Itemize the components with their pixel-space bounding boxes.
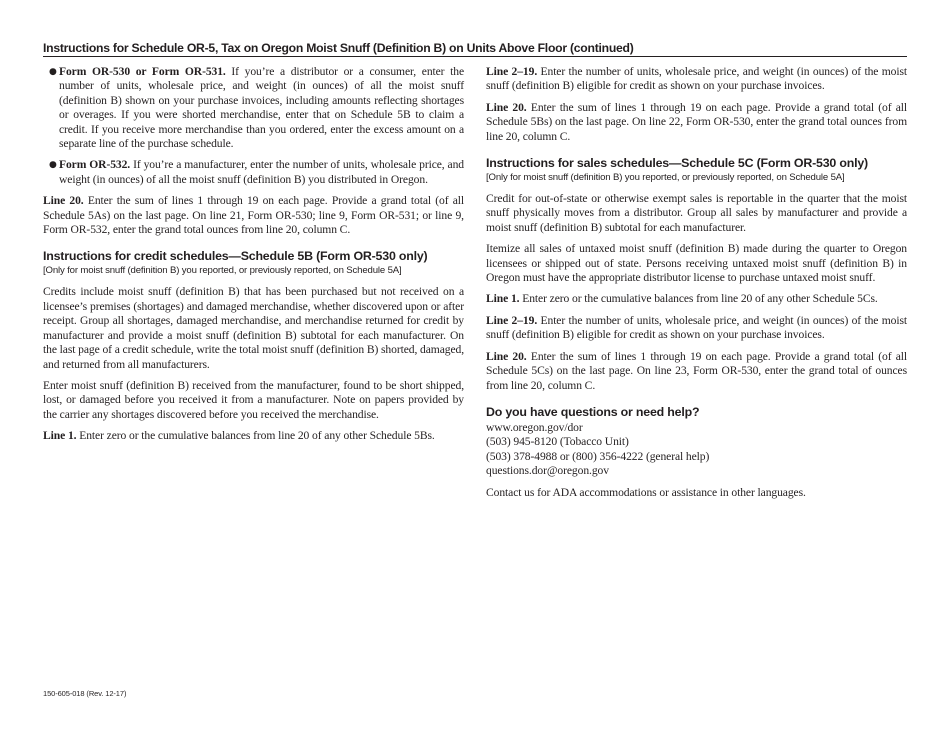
ada-note: Contact us for ADA accommodations or assistance in other languages. (486, 485, 806, 499)
bullet-text: If you’re a distributor or a consumer, enter the number of units, wholesale price, and weight (in ounces) of all the moist snuff (definition B) shown on your purchase invoices, including amounts reflecting shortages or overages. If you were shorted merchandise, enter that on Schedule 5B to claim a credit. If you receive more merchandise than you ordered, enter the excess amount on a separate line of the purchase schedule. (59, 65, 464, 151)
bullet-label: Form OR-530 or Form OR-531. (59, 65, 226, 78)
general-help-phone: (503) 378-4988 or (800) 356-4222 (general help) (486, 449, 710, 463)
sales-paragraph: Itemize all sales of untaxed moist snuff (definition B) made during the quarter to Oregon licensees or shipped out of state. Persons receiving untaxed moist snuff (definition B) in Oregon must have the appropriate distributor license to purchase untaxed moist snuff. (486, 242, 907, 285)
line-20-instruction (43, 194, 464, 237)
line-20-instruction (486, 101, 907, 144)
line-label: Line 2–19. (486, 313, 538, 327)
page-title: Instructions for Schedule OR-5, Tax on Oregon Moist Snuff (Definition B) on Units Above Floor (continued) (43, 40, 907, 57)
list-item (43, 158, 464, 187)
line-text: Enter the number of units, wholesale price, and weight (in ounces) of the moist snuff (definition B) eligible for credit as shown on your purchase invoices. (486, 313, 907, 342)
credit-paragraph: Credits include moist snuff (definition B) that has been purchased but not received on a licensee’s premises (shortages) and damaged merchandise, whether discovered upon or after receipt. Group all shortages, damaged merchandise, and merchandise returned for credit by manufacturer and provide a moist snuff (definition B) subtotal for each manufacturer. On the last page of a credit schedule, write the total moist snuff (definition B) shorted, damaged, and returned from all manufacturers. (43, 285, 464, 371)
bullet-icon: ● (49, 160, 57, 171)
line-label: Line 2–19. (486, 65, 538, 78)
credit-paragraph: Enter moist snuff (definition B) received from the manufacturer, found to be short shipped, lost, or damaged before you received it from a manufacturer. Note on papers provided by the carrier any shortages discovered before you received the merchandise. (43, 378, 464, 421)
line-text: Enter the sum of lines 1 through 19 on each page. Provide a grand total (of all Schedule 5Cs) on the last page. On line 23, Form OR-530, enter the grand total of ounces from line 20, column C. (486, 349, 907, 392)
line-label: Line 1. (43, 429, 77, 443)
bullet-label: Form OR-532. (59, 158, 131, 172)
left-column (43, 65, 464, 451)
line-label: Line 20. (486, 100, 527, 114)
credit-schedule-note: [Only for moist snuff (definition B) you reported, or previously reported, on Schedule 5A] (43, 265, 402, 277)
email-link[interactable]: questions.dor@oregon.gov (486, 464, 609, 478)
credit-schedule-heading: Instructions for credit schedules—Schedule 5B (Form OR-530 only) (43, 249, 428, 264)
line-label: Line 20. (43, 194, 84, 208)
sales-schedule-heading: Instructions for sales schedules—Schedule 5C (Form OR-530 only) (486, 156, 868, 171)
sales-paragraph: Credit for out-of-state or otherwise exempt sales is reportable in the quarter that the moist snuff physically moves from a distributor. Group all sales by manufacturer and provide a moist snuff (definition B) subtotal for each manufacturer. (486, 192, 907, 234)
contact-block (486, 421, 907, 479)
form-revision-code: 150-605-018 (Rev. 12-17) (43, 689, 127, 698)
line-1-instruction (43, 429, 464, 443)
line-2-19-instruction (486, 65, 907, 94)
line-label: Line 20. (486, 349, 527, 363)
list-item (43, 65, 464, 151)
line-20-instruction (486, 350, 907, 393)
line-text: Enter the number of units, wholesale price, and weight (in ounces) of the moist snuff (definition B) eligible for credit as shown on your purchase invoices. (486, 65, 907, 93)
tobacco-unit-phone: (503) 945-8120 (Tobacco Unit) (486, 435, 629, 449)
right-column (486, 65, 907, 507)
line-1-instruction (486, 292, 907, 306)
bullet-icon: ● (49, 67, 57, 77)
line-text: Enter the sum of lines 1 through 19 on each page. Provide a grand total (of all Schedule 5Bs) on the last page. On line 22, Form OR-530, enter the grand total ounces from line 20, column C. (486, 100, 907, 143)
bullet-text: If you’re a manufacturer, enter the number of units, wholesale price, and weight (in ounces) of all the moist snuff (definition B) you distributed in Oregon. (59, 158, 465, 186)
sales-schedule-note: [Only for moist snuff (definition B) you reported, or previously reported, on Schedule 5A] (486, 172, 845, 184)
line-text: Enter the sum of lines 1 through 19 on each page. Provide a grand total (of all Schedule 5As) on the last page. On line 21, Form OR-530; line 9, Form OR-531; or line 9, Form OR-532, enter the grand total ounces from line 20, column C. (43, 194, 464, 237)
help-heading: Do you have questions or need help? (486, 404, 700, 419)
line-text: Enter zero or the cumulative balances from line 20 of any other Schedule 5Bs. (76, 429, 435, 443)
line-label: Line 1. (486, 292, 520, 306)
line-2-19-instruction (486, 314, 907, 343)
line-text: Enter zero or the cumulative balances from line 20 of any other Schedule 5Cs. (519, 292, 878, 306)
website-link[interactable]: www.oregon.gov/dor (486, 420, 583, 434)
form-bullet-list (43, 65, 464, 187)
